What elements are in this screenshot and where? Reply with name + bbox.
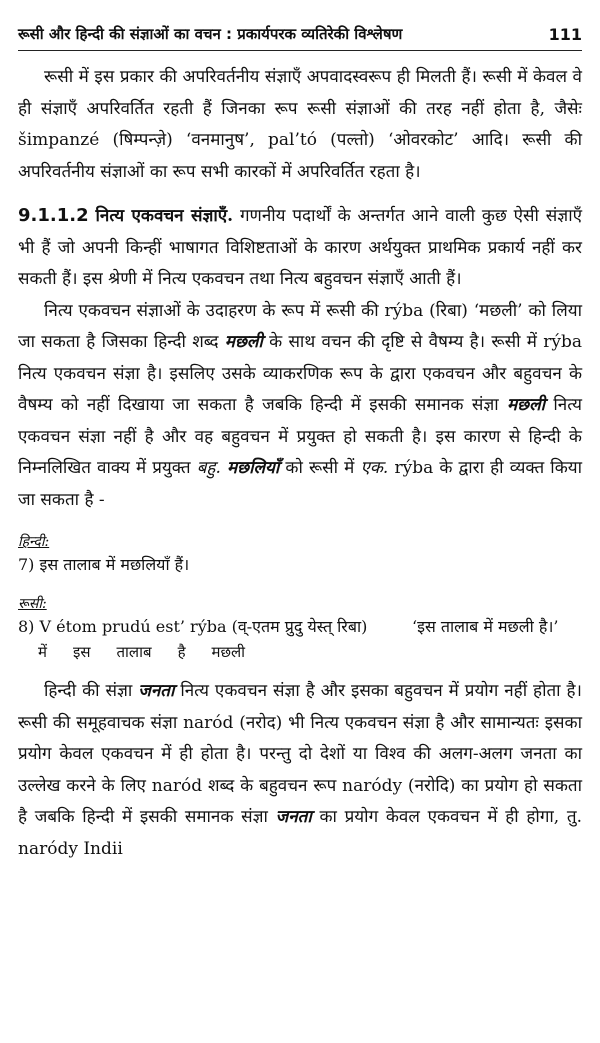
paragraph-1: रूसी में इस प्रकार की अपरिवर्तनीय संज्ञाएँ अपवादस्वरूप ही मिलती हैं। रूसी में केवल वे ही संज्ञाएँ अपरिवर्तित रहती हैं जिनका रूप रूसी संज्ञाओं की तरह नहीं होता है, जैसेः šimpanzé (षिम्पन्ज़े) ‘वनमानुष’, pal’tó (पल्तो) ‘ओवरकोट’ आदि। रूसी की अपरिवर्तनीय संज्ञाओं का रूप सभी कारकों में अपरिवर्तित रहता है। xyxy=(18,67,582,182)
example-8-sentence: 8) V étom prudú est’ rýba (व्-एतम प्रुदु येस्त् रिबा) xyxy=(18,617,368,636)
example-8-gloss xyxy=(18,640,412,664)
emphasis-word: मछली xyxy=(507,395,546,415)
emphasis-word: जनता xyxy=(138,681,175,701)
gloss-word: तालाब xyxy=(116,643,152,661)
gloss-word: में xyxy=(38,643,47,661)
emphasis-word: मछली xyxy=(224,332,263,352)
emphasis-word: मछलियाँ xyxy=(226,458,280,478)
paragraph-4 xyxy=(18,676,582,865)
example-8 xyxy=(18,614,582,664)
abbrev: बहु. xyxy=(196,458,221,478)
example-8-lang-label: रूसी: xyxy=(18,596,47,612)
example-7-lang-label: हिन्दी: xyxy=(18,534,50,550)
section-paragraph xyxy=(18,200,582,296)
section-number: 9.1.1.2 xyxy=(18,205,89,226)
text-run: नित्य एकवचन संज्ञा है और इसका बहुवचन में प्रयोग नहीं होता है। रूसी की समूहवाचक संज्ञा naród (नरोद) भी नित्य एकवचन संज्ञा है और सामान्यतः इसका प्रयोग केवल एकवचन में ही होता है। परन्तु दो देशों या विश्व की अलग-अलग जनता का उल्लेख करने के लिए naród शब्द के बहुवचन रूप naródy (नरोदि) का प्रयोग हो सकता है जबकि हिन्दी में इसकी समानक संज्ञा xyxy=(18,681,582,827)
text-run: हिन्दी की संज्ञा xyxy=(44,681,139,701)
running-header xyxy=(18,18,582,51)
page-number: 111 xyxy=(548,24,582,44)
running-title: रूसी और हिन्दी की संज्ञाओं का वचन : प्रकार्यपरक व्यतिरेकी विश्लेषण xyxy=(18,25,403,43)
text-run: नित्य एकवचन संज्ञाओं के उदाहरण के रूप में रूसी की rýba (रिबा) ‘मछली’ को लिया जा सकता है जिसका हिन्दी शब्द xyxy=(18,300,582,352)
gloss-word: इस xyxy=(72,643,91,661)
section-text: गणनीय पदार्थों के अन्तर्गत आने वाली कुछ ऐसी संज्ञाएँ भी हैं जो अपनी किन्हीं भाषागत विशिष्टताओं के कारण अर्थयुक्त प्राथमिक प्रकार्य नहीं कर सकती हैं। इस श्रेणी में नित्य एकवचन तथा नित्य बहुवचन संज्ञाएँ आती हैं। xyxy=(18,206,583,289)
text-run: के साथ वचन की दृष्टि से वैषम्य है। रूसी में rýba नित्य एकवचन संज्ञा है। इसलिए उसके व्याकरणिक रूप के द्वारा एकवचन और बहुवचन के वैषम्य को नहीं दिखाया जा सकता है जबकि हिन्दी में इसकी समानक संज्ञा xyxy=(18,332,582,415)
section-title: नित्य एकवचन संज्ञाएँ. xyxy=(95,206,234,226)
text-run: को रूसी में xyxy=(279,458,361,478)
example-7-sentence: 7) इस तालाब में मछलियाँ हैं। xyxy=(18,555,190,574)
gloss-word: है xyxy=(177,643,186,661)
example-8-left xyxy=(18,614,412,664)
abbrev: एक. xyxy=(360,458,389,478)
text-run: rýba के द्वारा ही व्यक्त किया जा सकता है - xyxy=(18,458,583,510)
gloss-word: मछली xyxy=(211,643,246,661)
paragraph-3 xyxy=(18,296,582,517)
page-body xyxy=(18,62,582,865)
text-run: नित्य एकवचन संज्ञा नहीं है और वह बहुवचन में प्रयुक्त हो सकती है। इस कारण से हिन्दी के निम्नलिखित वाक्य में प्रयुक्त xyxy=(18,395,582,478)
text-run: का प्रयोग केवल एकवचन में ही होगा, तु. naródy Indii xyxy=(18,807,582,859)
emphasis-word: जनता xyxy=(275,807,312,827)
example-8-translation: ‘इस तालाब में मछली है।’ xyxy=(412,617,559,636)
